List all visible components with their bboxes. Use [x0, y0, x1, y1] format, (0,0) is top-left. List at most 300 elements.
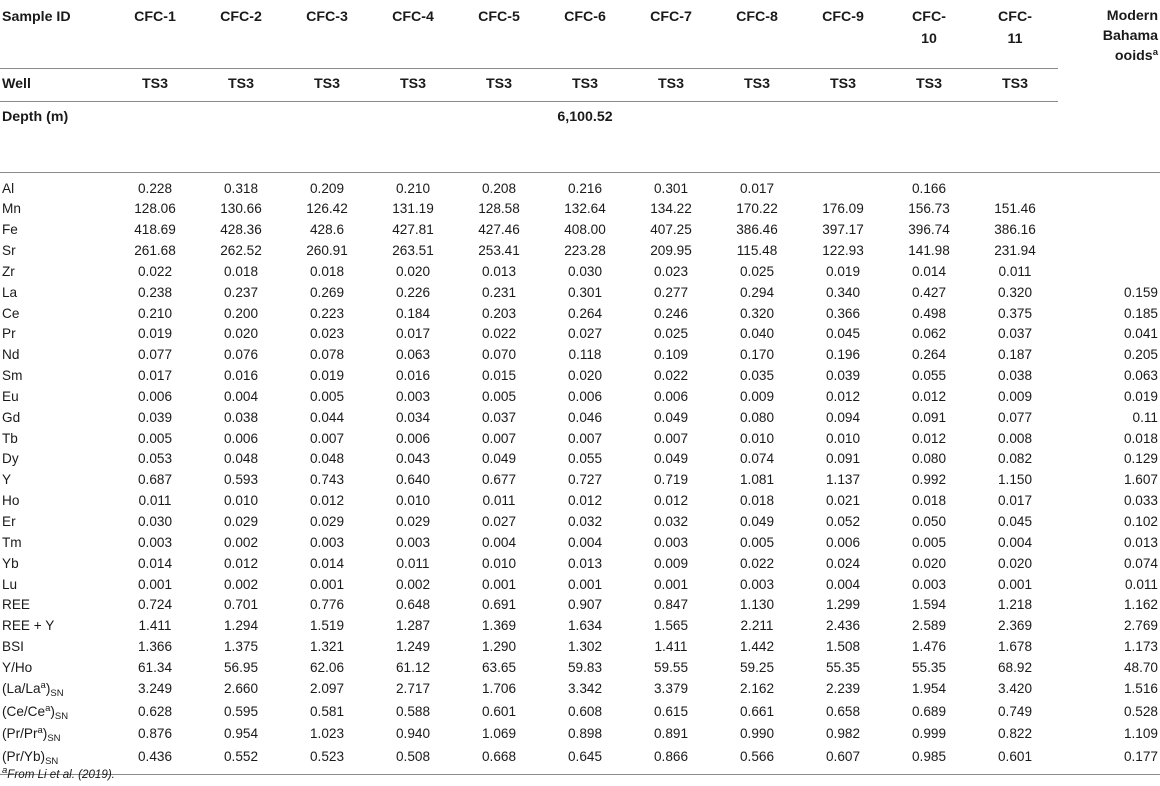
cell-value: 1.294: [223, 618, 259, 634]
cell-value: 0.601: [972, 747, 1058, 774]
cell-value: 0.166: [911, 180, 947, 196]
cell-value: 0.009: [739, 388, 775, 404]
cell-value: 0.990: [739, 726, 775, 742]
modern-value: 1.516: [1123, 680, 1158, 696]
row-label-label: Tm: [2, 534, 22, 550]
cell-value: 0.318: [223, 180, 259, 196]
cell-value: 0.608: [567, 703, 603, 719]
modern-value: 1.173: [1123, 639, 1158, 655]
row-label-label-sub: SN: [45, 756, 59, 768]
cell-value: 59.55: [653, 659, 689, 675]
cell-value: 0.701: [223, 597, 259, 613]
cell-value: 63.65: [481, 659, 517, 675]
cell-value: 0.003: [137, 534, 173, 550]
cell-value: 0.050: [911, 514, 947, 529]
cell-value: 0.001: [309, 576, 345, 592]
sample-header: CFC-1: [112, 0, 198, 68]
cell-value: 260.91: [306, 243, 348, 259]
cell-value: 0.077: [137, 347, 173, 363]
cell-value: 0.552: [198, 747, 284, 774]
cell-value: 0.016: [223, 368, 259, 384]
table-row: [0, 491, 1160, 512]
modern-value: 0.129: [1123, 451, 1158, 467]
sample-header: CFC-9: [800, 0, 886, 68]
cell-value: 0.049: [653, 409, 689, 425]
cell-value: 0.080: [739, 409, 775, 425]
cell-value: 0.187: [997, 347, 1033, 363]
cell-value: 0.866: [628, 747, 714, 774]
row-label: [0, 637, 112, 658]
cell-value: 253.41: [478, 243, 520, 259]
cell-value: 0.001: [997, 576, 1033, 592]
row-label: [0, 512, 112, 533]
cell-value: 0.607: [800, 747, 886, 774]
row-label-label: Nd: [2, 347, 20, 363]
cell-value: 1.706: [481, 680, 517, 696]
cell-value: 0.002: [223, 534, 259, 550]
cell-value: 0.015: [481, 368, 517, 384]
cell-value: 2.369: [997, 618, 1033, 634]
cell-value: 0.006: [825, 534, 861, 550]
row-label-label: Sr: [2, 243, 16, 259]
well-row: [0, 68, 1160, 101]
cell-value: 0.001: [137, 576, 173, 592]
cell-value: 0.999: [911, 726, 947, 742]
cell-value: 0.776: [309, 597, 345, 613]
cell-value: 0.003: [395, 534, 431, 550]
cell-value: 428.36: [220, 222, 262, 238]
cell-value: 3.420: [997, 680, 1033, 696]
row-label: [0, 199, 112, 220]
cell-value: 0.078: [309, 347, 345, 363]
cell-value: 0.012: [911, 430, 947, 446]
cell-value: 1.299: [825, 597, 861, 613]
sample-id-header: Sample ID: [0, 0, 112, 68]
cell-value: 1.375: [223, 639, 259, 655]
row-label: [0, 658, 112, 679]
sample-header: CFC-10: [886, 0, 972, 68]
cell-value: 2.211: [740, 618, 774, 634]
row-label-label: Er: [2, 514, 16, 529]
modern-value: 0.033: [1123, 493, 1158, 509]
cell-value: 0.628: [137, 703, 173, 719]
cell-value: 0.301: [567, 284, 603, 300]
cell-value: 0.427: [911, 284, 947, 300]
row-label-label: Ce: [2, 305, 20, 321]
cell-value: 0.011: [998, 263, 1032, 279]
depth-empty: [628, 101, 1160, 172]
cell-value: 0.006: [223, 430, 259, 446]
cell-value: 0.004: [825, 576, 861, 592]
cell-value: 128.58: [478, 201, 520, 217]
row-label-label: REE + Y: [2, 618, 55, 634]
cell-value: 209.95: [650, 243, 692, 259]
table-row: [0, 747, 1160, 774]
sample-header: CFC-2: [198, 0, 284, 68]
cell-value: 0.010: [223, 493, 259, 509]
well-value: TS3: [198, 68, 284, 101]
cell-value: 0.661: [739, 703, 775, 719]
cell-value: 2.162: [739, 680, 775, 696]
cell-value: 0.048: [309, 451, 345, 467]
row-label: [0, 491, 112, 512]
row-label-label: Al: [2, 180, 15, 196]
cell-value: 263.51: [392, 243, 434, 259]
cell-value: 3.342: [567, 680, 603, 696]
cell-value: 0.082: [997, 451, 1033, 467]
cell-value: 61.34: [137, 659, 173, 675]
cell-value: 0.034: [395, 409, 431, 425]
cell-value: 0.003: [653, 534, 689, 550]
row-label: [0, 533, 112, 554]
cell-value: 0.237: [223, 284, 259, 300]
cell-value: 0.074: [739, 451, 775, 467]
cell-value: 59.25: [739, 659, 775, 675]
cell-value: 0.014: [911, 263, 947, 279]
well-value: TS3: [800, 68, 886, 101]
cell-value: 0.022: [653, 368, 689, 384]
well-value: TS3: [370, 68, 456, 101]
cell-value: 1.954: [911, 680, 947, 696]
cell-value: 386.16: [994, 222, 1036, 238]
cell-value: 0.898: [567, 726, 603, 742]
cell-value: 0.118: [568, 347, 602, 363]
cell-value: 0.668: [456, 747, 542, 774]
header-row: [0, 0, 1160, 68]
table-row: [0, 324, 1160, 345]
cell-value: 1.069: [481, 726, 517, 742]
cell-value: 3.249: [137, 680, 173, 696]
cell-value: 0.037: [481, 409, 517, 425]
cell-value: 0.002: [223, 576, 259, 592]
cell-value: 0.032: [567, 514, 603, 529]
cell-value: 1.519: [309, 618, 345, 634]
cell-value: 0.588: [395, 703, 431, 719]
cell-value: 115.48: [736, 243, 778, 259]
cell-value: 231.94: [994, 243, 1036, 259]
cell-value: 0.658: [825, 703, 861, 719]
row-label-label-sub: SN: [50, 687, 64, 699]
cell-value: 1.411: [138, 618, 172, 634]
well-value: TS3: [628, 68, 714, 101]
cell-value: 0.020: [911, 555, 947, 571]
cell-value: 0.301: [653, 180, 689, 196]
modern-value: [1058, 241, 1160, 262]
cell-value: 0.009: [997, 388, 1033, 404]
cell-value: 56.95: [223, 659, 259, 675]
cell-value: 0.038: [997, 368, 1033, 384]
cell-value: 1.369: [481, 618, 517, 634]
cell-value: 0.007: [567, 430, 603, 446]
cell-value: 0.029: [395, 514, 431, 529]
cell-value: 0.094: [825, 409, 861, 425]
modern-value: 0.074: [1123, 555, 1158, 571]
row-label: [0, 283, 112, 304]
row-label-label: (Ce/Ce: [2, 703, 46, 719]
cell-value: 0.954: [223, 726, 259, 742]
depth-label: Depth (m): [0, 101, 112, 172]
row-label-label: Zr: [2, 263, 15, 279]
modern-value: 1.109: [1123, 726, 1158, 742]
cell-value: 0.091: [911, 409, 947, 425]
well-value: TS3: [112, 68, 198, 101]
sample-header: CFC-11: [972, 0, 1058, 68]
cell-value: 0.038: [223, 409, 259, 425]
cell-value: 55.35: [825, 659, 861, 675]
cell-value: 0.940: [395, 726, 431, 742]
cell-value: 0.035: [739, 368, 775, 384]
modern-value: [1058, 199, 1160, 220]
cell-value: 0.907: [567, 597, 603, 613]
cell-value: 0.238: [137, 284, 173, 300]
cell-value: 0.024: [825, 555, 861, 571]
table-row: [0, 637, 1160, 658]
cell-value: 0.012: [223, 555, 259, 571]
well-value: TS3: [456, 68, 542, 101]
cell-value: 0.017: [997, 493, 1033, 509]
cell-value: 2.097: [309, 680, 345, 696]
cell-value: 0.048: [223, 451, 259, 467]
modern-value: 0.018: [1123, 430, 1158, 446]
row-label: [0, 345, 112, 366]
row-label: [0, 449, 112, 470]
modern-value: 0.102: [1123, 514, 1158, 529]
well-value: TS3: [542, 68, 628, 101]
well-value: TS3: [284, 68, 370, 101]
table-row: [0, 241, 1160, 262]
cell-value: 0.109: [653, 347, 689, 363]
cell-value: 0.876: [137, 726, 173, 742]
cell-value: 0.023: [653, 263, 689, 279]
modern-value: 0.019: [1123, 388, 1158, 404]
cell-value: 0.018: [739, 493, 775, 509]
cell-value: 396.74: [908, 222, 950, 238]
row-label-label-tail: ): [50, 703, 55, 719]
row-label: [0, 554, 112, 575]
sample-header: CFC-7: [628, 0, 714, 68]
cell-value: 0.004: [997, 534, 1033, 550]
table-row: [0, 199, 1160, 220]
cell-value: 1.678: [997, 639, 1033, 655]
modern-value: 1.162: [1123, 597, 1158, 613]
cell-value: 0.264: [567, 305, 603, 321]
sample-header: CFC-3: [284, 0, 370, 68]
cell-value: 1.634: [567, 618, 603, 634]
cell-value: 261.68: [134, 243, 176, 259]
table-row: [0, 679, 1160, 702]
cell-value: 0.595: [223, 703, 259, 719]
cell-value: 0.003: [739, 576, 775, 592]
cell-value: 131.19: [392, 201, 434, 217]
table-row: [0, 575, 1160, 596]
cell-value: 0.523: [284, 747, 370, 774]
table-row: [0, 724, 1160, 747]
cell-value: 0.025: [653, 326, 689, 342]
cell-value: 427.46: [478, 222, 520, 238]
cell-value: 0.017: [739, 180, 775, 196]
cell-value: 0.007: [653, 430, 689, 446]
cell-value: 0.014: [137, 555, 173, 571]
well-value: TS3: [972, 68, 1058, 101]
cell-value: 0.231: [481, 284, 517, 300]
cell-value: 0.001: [567, 576, 603, 592]
modern-value: 0.013: [1123, 534, 1158, 550]
cell-value: 62.06: [309, 659, 345, 675]
footnote: [2, 765, 115, 781]
cell-value: 0.046: [567, 409, 603, 425]
cell-value: 0.209: [309, 180, 345, 196]
cell-value: 1.476: [911, 639, 947, 655]
cell-value: 0.045: [997, 514, 1033, 529]
cell-value: 0.640: [395, 472, 431, 488]
cell-value: 0.216: [567, 180, 603, 196]
cell-value: 0.025: [739, 263, 775, 279]
row-label: [0, 408, 112, 429]
cell-value: [800, 172, 886, 199]
cell-value: 0.016: [395, 368, 431, 384]
row-label-label: (La/La: [2, 680, 41, 696]
cell-value: 126.42: [306, 201, 348, 217]
cell-value: 0.021: [825, 493, 861, 509]
cell-value: 1.081: [739, 472, 775, 488]
cell-value: [972, 172, 1058, 199]
row-label-label: Yb: [2, 555, 19, 571]
cell-value: 1.594: [911, 597, 947, 613]
table-row: [0, 345, 1160, 366]
row-label: [0, 324, 112, 345]
row-label-label: Gd: [2, 409, 21, 425]
cell-value: 0.006: [567, 388, 603, 404]
cell-value: 0.320: [739, 305, 775, 321]
modern-bahama-header-text: Modern Bahama ooids: [1102, 8, 1158, 64]
depth-row: [0, 101, 1160, 172]
cell-value: 0.018: [309, 263, 345, 279]
cell-value: 0.749: [997, 703, 1033, 719]
cell-value: 0.029: [309, 514, 345, 529]
cell-value: 0.030: [137, 514, 173, 529]
cell-value: 418.69: [134, 222, 176, 238]
cell-value: 0.985: [886, 747, 972, 774]
modern-value: [1058, 172, 1160, 199]
cell-value: 0.001: [481, 576, 517, 592]
row-label-label: Tb: [2, 430, 18, 446]
cell-value: 0.018: [223, 263, 259, 279]
cell-value: 0.007: [309, 430, 345, 446]
row-label-label: REE: [2, 597, 30, 613]
cell-value: 0.032: [653, 514, 689, 529]
cell-value: 1.130: [739, 597, 775, 613]
cell-value: 0.269: [309, 284, 345, 300]
row-label-label-sup: a: [40, 679, 46, 691]
modern-bahama-header: [1058, 0, 1160, 68]
cell-value: 0.005: [911, 534, 947, 550]
table-row: [0, 449, 1160, 470]
cell-value: 0.049: [739, 514, 775, 529]
modern-value: 2.769: [1123, 618, 1158, 634]
table-row: [0, 283, 1160, 304]
table-row: [0, 616, 1160, 637]
cell-value: 0.743: [309, 472, 345, 488]
cell-value: 0.009: [653, 555, 689, 571]
cell-value: 0.030: [567, 263, 603, 279]
modern-value: 1.607: [1123, 472, 1158, 488]
cell-value: 1.023: [309, 726, 345, 742]
cell-value: 0.020: [997, 555, 1033, 571]
cell-value: 0.648: [395, 597, 431, 613]
cell-value: 0.076: [223, 347, 259, 363]
row-label-label-tail: ): [45, 680, 51, 696]
cell-value: 0.010: [825, 430, 861, 446]
cell-value: 3.379: [653, 680, 689, 696]
cell-value: 0.007: [481, 430, 517, 446]
cell-value: 0.062: [911, 326, 947, 342]
cell-value: 0.196: [825, 347, 861, 363]
cell-value: 0.010: [481, 555, 517, 571]
table-row: [0, 595, 1160, 616]
cell-value: 0.170: [739, 347, 775, 363]
modern-value: 48.70: [1123, 659, 1158, 675]
well-value: TS3: [886, 68, 972, 101]
table-row: [0, 554, 1160, 575]
cell-value: 0.027: [567, 326, 603, 342]
cell-value: 1.508: [825, 639, 861, 655]
cell-value: 0.184: [395, 305, 431, 321]
modern-value: 0.063: [1123, 368, 1158, 384]
cell-value: 0.013: [567, 555, 603, 571]
cell-value: 61.12: [395, 659, 431, 675]
cell-value: 0.043: [395, 451, 431, 467]
table-row: [0, 470, 1160, 491]
row-label: [0, 387, 112, 408]
table-row: [0, 429, 1160, 450]
cell-value: 0.070: [481, 347, 517, 363]
table-row: [0, 408, 1160, 429]
row-label: [0, 702, 112, 725]
cell-value: 1.565: [653, 618, 689, 634]
cell-value: 0.020: [223, 326, 259, 342]
cell-value: 2.589: [911, 618, 947, 634]
cell-value: 0.023: [309, 326, 345, 342]
cell-value: 156.73: [908, 201, 950, 217]
cell-value: 0.320: [997, 284, 1033, 300]
cell-value: 0.992: [911, 472, 947, 488]
table-row: [0, 702, 1160, 725]
cell-value: 0.822: [997, 726, 1033, 742]
row-label-label: Dy: [2, 451, 19, 467]
cell-value: 0.002: [395, 576, 431, 592]
table-row: [0, 262, 1160, 283]
cell-value: 0.010: [395, 493, 431, 509]
cell-value: 0.264: [911, 347, 947, 363]
row-label-label-tail: ): [42, 726, 48, 742]
cell-value: 1.411: [654, 639, 688, 655]
row-label-label: Mn: [2, 201, 21, 217]
cell-value: 0.581: [309, 703, 345, 719]
cell-value: 0.012: [309, 493, 345, 509]
row-label: [0, 724, 112, 747]
cell-value: 0.210: [395, 180, 431, 196]
cell-value: 0.049: [653, 451, 689, 467]
cell-value: 407.25: [650, 222, 692, 238]
cell-value: 0.566: [714, 747, 800, 774]
cell-value: 59.83: [567, 659, 603, 675]
cell-value: 0.005: [309, 388, 345, 404]
row-label-label: Pr: [2, 326, 16, 342]
cell-value: 0.012: [653, 493, 689, 509]
cell-value: 0.029: [223, 514, 259, 529]
cell-value: 0.018: [911, 493, 947, 509]
cell-value: 0.210: [137, 305, 173, 321]
